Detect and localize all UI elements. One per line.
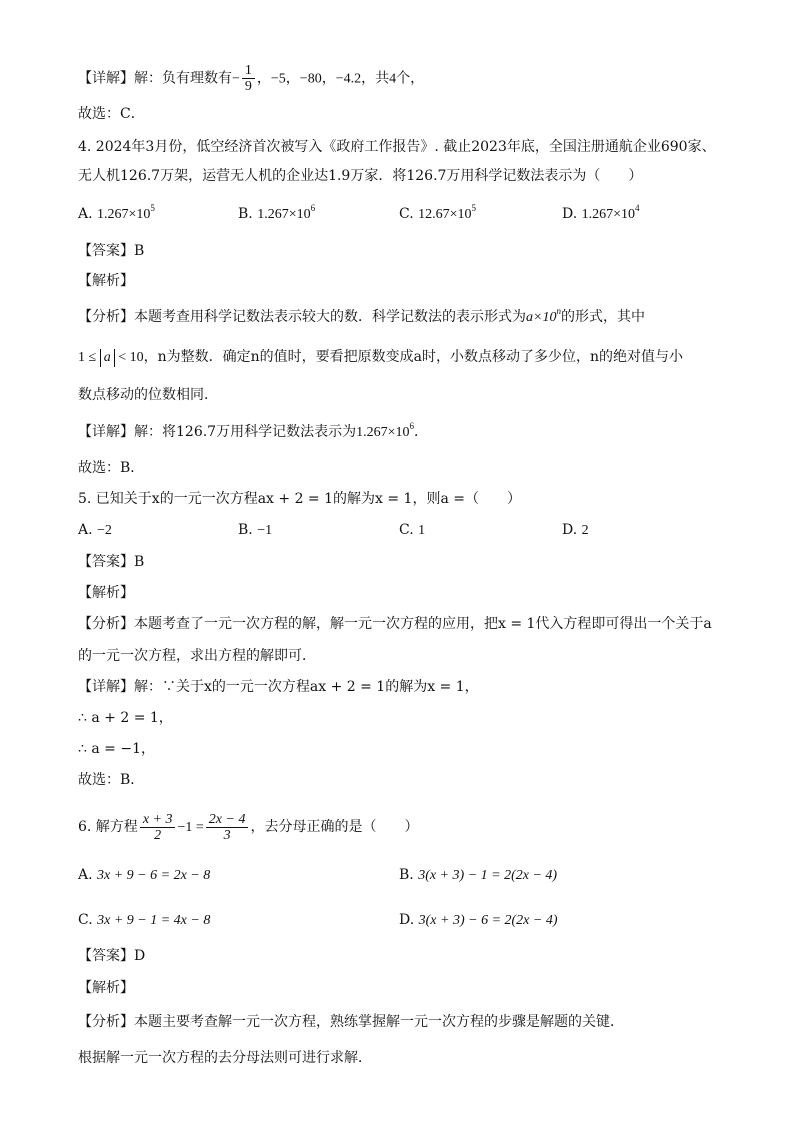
q6-option-c-expr: 3x + 9 − 1 = 4x − 8: [97, 913, 211, 928]
q6-option-a: [78, 865, 210, 886]
q6-option-b-letter: B.: [399, 867, 414, 883]
q3-detail: [78, 63, 424, 94]
q3-detail-prefix: 【详解】解：负有理数有: [78, 70, 232, 87]
q4-sci-form-exp: n: [556, 306, 561, 316]
q6-option-d-expr: 3(x + 3) − 6 = 2(2x − 4): [418, 913, 558, 928]
q4-ineq-left: 1 ≤: [78, 350, 100, 365]
q5-option-a-letter: A.: [78, 522, 93, 538]
q4-stem-line2: 无人机126.7万架，运营无人机的企业达1.9万家．将126.7万用科学记数法表示为（ ）: [78, 168, 643, 184]
q6-stem: [78, 808, 418, 847]
q4-detail-base: 1.267×10: [356, 425, 410, 440]
q4-detail-end: ．: [413, 424, 428, 440]
q5-analysis-line2: 的一元一次方程，求出方程的解即可．: [78, 648, 316, 664]
q4-detail-prefix: 【详解】解：将126.7万用科学记数法表示为: [78, 424, 357, 440]
q4-option-a-letter: A.: [78, 206, 93, 222]
q6-frac1-den: 2: [154, 827, 162, 843]
q4-detail-exp: 6: [409, 421, 414, 431]
q6-fraction-right: [206, 812, 249, 843]
q5-option-b-letter: B.: [238, 522, 253, 538]
q6-frac1-num: x + 3: [140, 812, 176, 828]
q5-option-a-value: −2: [97, 523, 112, 538]
q4-option-d-letter: D.: [562, 206, 578, 222]
q4-option-a: [78, 204, 155, 225]
q5-option-a: [78, 520, 112, 541]
q5-option-c-value: 1: [418, 523, 426, 538]
q3-fraction: [242, 63, 255, 94]
q6-analysis-line1: 【分析】本题主要考查解一元一次方程，熟练掌握解一元一次方程的步骤是解题的关键．: [78, 1014, 624, 1030]
q4-detail: [78, 422, 428, 443]
q3-detail-rest: ，−5，−80，−4.2，共4个，: [256, 71, 425, 87]
q6-option-a-expr: 3x + 9 − 6 = 2x − 8: [97, 868, 211, 883]
q6-stem-suffix: ，去分母正确的是（ ）: [250, 819, 419, 835]
q4-option-a-base: 1.267×10: [97, 207, 151, 222]
q5-analysis-line1: 【分析】本题考查了一元一次方程的解，解一元一次方程的应用，把x = 1代入方程即可得出一个关于a: [78, 616, 712, 632]
q5-option-b: [238, 520, 272, 541]
q5-answer: 【答案】B: [78, 554, 145, 570]
q4-ineq-right: < 10: [114, 350, 144, 365]
q6-answer: 【答案】D: [78, 948, 146, 964]
q5-option-d-value: 2: [581, 523, 589, 538]
q6-fraction-left: [140, 812, 176, 843]
q6-option-a-letter: A.: [78, 867, 93, 883]
q5-option-d: [562, 520, 589, 541]
q4-analysis-header: 【解析】: [78, 273, 134, 289]
q4-option-d-exp: 4: [635, 203, 640, 213]
q4-option-c-letter: C.: [399, 206, 414, 222]
q4-option-d-base: 1.267×10: [581, 207, 636, 222]
q5-detail-line3: ∴ a = −1，: [78, 741, 155, 757]
q5-detail-line2: ∴ a + 2 = 1，: [78, 710, 173, 726]
q4-abs-a: a: [100, 349, 115, 367]
q4-analysis-line1: [78, 307, 645, 328]
q3-choice: 故选：C．: [78, 106, 145, 122]
q4-option-b-base: 1.267×10: [257, 207, 311, 222]
q6-analysis-line2: 根据解一元一次方程的去分母法则可进行求解．: [78, 1050, 372, 1066]
q4-analysis-line3: 数点移动的位数相同．: [78, 387, 218, 403]
q6-option-d-letter: D.: [399, 912, 415, 928]
q4-option-d: [562, 204, 640, 225]
q5-stem: 5. 已知关于x的一元一次方程ax + 2 = 1的解为x = 1，则a =（ ）: [78, 491, 521, 507]
q4-choice: 故选：B．: [78, 460, 145, 476]
q5-option-c: [399, 520, 425, 541]
q3-frac-num: 1: [242, 63, 255, 79]
q6-option-b: [399, 865, 557, 886]
q4-option-a-exp: 5: [150, 203, 155, 213]
q4-sci-form-base: a×10: [526, 310, 557, 325]
q4-option-c: [399, 204, 476, 225]
q4-analysis-line2-rest: ，n为整数．确定n的值时，要看把原数变成a时，小数点移动了多少位，n的绝对值与小: [143, 349, 683, 365]
q6-option-c: [78, 910, 210, 931]
q4-analysis-line1-a: 【分析】本题考查用科学记数法表示较大的数．科学记数法的表示形式为: [78, 309, 526, 325]
q4-option-b-letter: B.: [238, 206, 253, 222]
q5-detail-line1: 【详解】解：∵关于x的一元一次方程ax + 2 = 1的解为x = 1，: [78, 679, 479, 695]
q6-option-d: [399, 910, 558, 931]
q6-stem-mid: −1 =: [177, 820, 204, 835]
q5-option-d-letter: D.: [562, 522, 578, 538]
q6-frac2-num: 2x − 4: [206, 812, 249, 828]
q4-answer: 【答案】B: [78, 243, 145, 259]
q4-stem-line1: 4. 2024年3月份，低空经济首次被写入《政府工作报告》. 截止2023年底，全国注册通航企业690家、: [78, 139, 716, 155]
q4-option-b-exp: 6: [310, 203, 316, 213]
q5-option-b-value: −1: [257, 523, 273, 538]
q6-stem-prefix: 6. 解方程: [78, 819, 138, 835]
q6-analysis-header: 【解析】: [78, 980, 134, 996]
q3-frac-den: 9: [244, 79, 252, 94]
q5-analysis-header: 【解析】: [78, 585, 134, 601]
q4-option-c-base: 12.67×10: [418, 207, 472, 222]
q4-option-b: [238, 204, 315, 225]
q6-option-b-expr: 3(x + 3) − 1 = 2(2x − 4): [418, 868, 558, 883]
q6-frac2-den: 3: [223, 827, 231, 843]
q3-frac-sign: −: [232, 71, 240, 87]
q4-analysis-line1-b: 的形式，其中: [560, 309, 645, 325]
q4-option-c-exp: 5: [471, 203, 477, 213]
q4-analysis-line2: [78, 347, 683, 368]
q5-choice: 故选：B．: [78, 772, 145, 788]
q5-option-c-letter: C.: [399, 522, 414, 538]
q6-option-c-letter: C.: [78, 912, 93, 928]
